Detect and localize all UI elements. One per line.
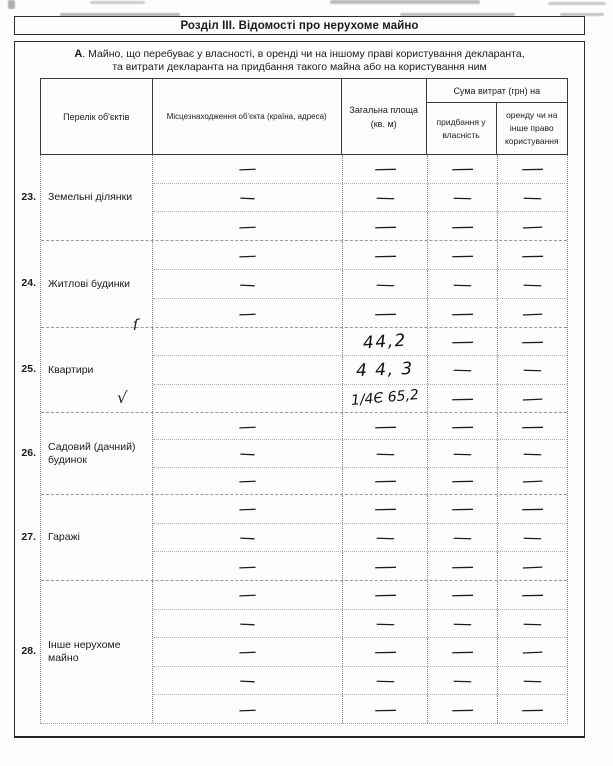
handwritten-dash: — — [374, 473, 396, 489]
purchase-cell — [428, 695, 498, 723]
handwritten-dash: — — [238, 247, 257, 263]
handwritten-dash: — — [374, 305, 396, 321]
header-area-line1: Загальна площа — [349, 104, 418, 115]
handwritten-check-mark: √ — [116, 387, 128, 408]
table-subrow — [153, 439, 567, 466]
handwritten-dash: — — [238, 644, 257, 660]
subrows — [153, 328, 567, 412]
purchase-cell — [428, 552, 498, 580]
handwritten-dash: — — [238, 500, 257, 517]
handwritten-dash: — — [374, 161, 396, 177]
handwritten-dash: — — [238, 472, 257, 489]
handwritten-area-value: 44,2 — [362, 330, 408, 354]
area-cell — [343, 610, 428, 638]
declaration-table — [40, 78, 568, 724]
rent-cell — [498, 385, 567, 412]
handwritten-dash: — — [451, 390, 474, 407]
rent-cell — [498, 581, 567, 609]
table-subrow — [153, 637, 567, 666]
handwritten-dash: — — [375, 529, 395, 546]
rent-cell — [498, 468, 567, 494]
object-label: Садовий (дачний) будинок — [48, 440, 136, 466]
rent-cell — [498, 667, 567, 695]
purchase-cell — [428, 413, 498, 439]
table-subrow — [153, 666, 567, 695]
purchase-cell — [428, 468, 498, 494]
handwritten-dash: — — [375, 615, 395, 632]
header-expenses-columns — [427, 103, 567, 154]
handwritten-dash: — — [451, 501, 474, 517]
area-cell — [343, 356, 428, 383]
object-label-cell — [41, 241, 153, 327]
handwritten-dash: — — [451, 418, 474, 434]
table-subrow — [153, 413, 567, 439]
purchase-cell — [428, 524, 498, 552]
handwritten-dash: — — [238, 558, 257, 575]
area-cell — [343, 552, 428, 580]
rent-cell — [498, 212, 567, 240]
rent-cell — [498, 495, 567, 523]
object-label: Гаражі — [48, 531, 80, 543]
section-a-heading — [15, 48, 584, 74]
area-cell — [343, 270, 428, 298]
header-objects: Перелік об'єктів — [41, 79, 153, 154]
handwritten-dash: — — [374, 701, 396, 717]
area-cell — [343, 299, 428, 327]
rent-cell — [498, 695, 567, 723]
rent-cell — [498, 356, 567, 383]
rent-cell — [498, 328, 567, 355]
table-subrow — [153, 183, 567, 212]
handwritten-dash: — — [374, 558, 396, 574]
purchase-cell — [428, 356, 498, 383]
purchase-cell — [428, 667, 498, 695]
rent-cell — [498, 413, 567, 439]
location-cell — [153, 581, 343, 609]
location-cell — [153, 413, 343, 439]
handwritten-dash: — — [523, 529, 542, 546]
table-subrow — [153, 298, 567, 327]
row-number: 28. — [21, 645, 36, 657]
header-area-line2: (кв. м) — [370, 118, 397, 129]
scan-noise — [548, 2, 606, 5]
handwritten-dash: — — [451, 644, 474, 660]
rent-cell — [498, 299, 567, 327]
handwritten-mark: ſ — [132, 316, 138, 334]
handwritten-dash: — — [521, 701, 544, 717]
handwritten-dash: — — [523, 615, 542, 632]
rent-cell — [498, 610, 567, 638]
table-row-group — [41, 580, 567, 723]
table-row-group — [41, 316, 567, 412]
handwritten-dash: — — [239, 529, 256, 546]
area-cell — [343, 468, 428, 494]
object-label-cell — [41, 581, 153, 723]
row-number: 24. — [21, 277, 36, 289]
handwritten-dash: — — [521, 161, 544, 177]
handwritten-dash: — — [375, 276, 395, 292]
table-header — [40, 78, 568, 155]
section-title-bar — [14, 16, 585, 35]
handwritten-dash: — — [521, 390, 544, 407]
location-cell — [153, 270, 343, 298]
handwritten-dash: — — [375, 189, 395, 206]
handwritten-dash: — — [374, 218, 396, 234]
object-label: Земельні ділянки — [48, 191, 133, 203]
area-cell — [343, 581, 428, 609]
purchase-cell — [428, 184, 498, 212]
area-cell — [343, 385, 428, 412]
subrows — [153, 241, 567, 327]
area-cell — [343, 440, 428, 466]
handwritten-dash: — — [239, 276, 256, 292]
area-cell — [343, 695, 428, 723]
handwritten-dash: — — [451, 161, 474, 177]
purchase-cell — [428, 270, 498, 298]
handwritten-dash: — — [521, 558, 544, 575]
purchase-cell — [428, 328, 498, 355]
rent-cell — [498, 552, 567, 580]
handwritten-dash: — — [523, 672, 542, 689]
subrows — [153, 413, 567, 494]
handwritten-dash: — — [238, 586, 257, 603]
table-row-group — [41, 412, 567, 494]
area-cell — [343, 155, 428, 183]
area-cell — [343, 184, 428, 212]
handwritten-dash: — — [453, 529, 472, 546]
handwritten-dash: — — [521, 305, 544, 321]
scan-noise — [90, 1, 145, 4]
handwritten-dash: — — [239, 189, 256, 206]
handwritten-dash: — — [451, 701, 474, 717]
handwritten-dash: — — [451, 247, 474, 263]
location-cell — [153, 212, 343, 240]
handwritten-dash: — — [521, 587, 544, 603]
location-cell — [153, 552, 343, 580]
location-cell — [153, 524, 343, 552]
handwritten-area-value: 4 4, 3 — [355, 358, 415, 381]
handwritten-dash: — — [451, 333, 474, 350]
handwritten-dash: — — [238, 701, 257, 718]
rent-cell — [498, 638, 567, 666]
handwritten-dash: — — [374, 418, 396, 434]
object-label-cell — [41, 413, 153, 494]
header-rent: оренду чи на інше право користування — [504, 110, 559, 146]
handwritten-dash: — — [521, 333, 544, 350]
purchase-cell — [428, 212, 498, 240]
purchase-cell — [428, 638, 498, 666]
handwritten-dash: — — [238, 418, 257, 434]
location-cell — [153, 356, 343, 383]
area-cell — [343, 241, 428, 269]
area-cell — [343, 413, 428, 439]
scan-noise — [330, 0, 480, 4]
handwritten-dash: — — [521, 418, 544, 434]
table-subrow — [153, 384, 567, 412]
location-cell — [153, 610, 343, 638]
handwritten-dash: — — [453, 672, 472, 689]
handwritten-dash: — — [451, 218, 474, 234]
section-a-heading-line1 — [15, 48, 584, 61]
handwritten-dash: — — [523, 189, 542, 206]
handwritten-dash: — — [239, 615, 256, 632]
table-subrow — [153, 155, 567, 183]
object-label-cell — [41, 155, 153, 240]
scan-noise — [8, 0, 15, 9]
handwritten-dash: — — [374, 247, 396, 263]
table-subrow — [153, 609, 567, 638]
area-cell — [343, 328, 428, 355]
handwritten-dash: — — [521, 218, 544, 235]
table-row-group — [41, 155, 567, 240]
location-cell — [153, 468, 343, 494]
subrows — [153, 155, 567, 240]
row-number: 27. — [21, 531, 36, 543]
object-label-cell — [41, 316, 153, 412]
handwritten-dash: — — [521, 644, 544, 660]
header-purchase: придбання у власність — [427, 103, 497, 154]
handwritten-dash: — — [453, 445, 472, 462]
handwritten-dash: — — [239, 672, 256, 689]
purchase-cell — [428, 241, 498, 269]
table-subrow — [153, 241, 567, 269]
location-cell — [153, 299, 343, 327]
handwritten-dash: — — [453, 189, 472, 206]
location-cell — [153, 328, 343, 355]
section-a-letter: А — [74, 48, 83, 60]
table-subrow — [153, 694, 567, 723]
table-row-group — [41, 240, 567, 327]
section-a-heading-line2: та витрати декларанта на придбання такого майна або на користування ним — [112, 61, 487, 73]
rent-cell — [498, 184, 567, 212]
row-number: 26. — [21, 447, 36, 459]
area-cell — [343, 638, 428, 666]
handwritten-dash: — — [521, 501, 544, 517]
header-area — [342, 79, 427, 154]
rent-cell — [498, 440, 567, 466]
purchase-cell — [428, 610, 498, 638]
subrows — [153, 495, 567, 580]
table-subrow — [153, 523, 567, 552]
handwritten-dash: — — [374, 501, 396, 517]
table-subrow — [153, 269, 567, 298]
area-cell — [343, 495, 428, 523]
purchase-cell — [428, 385, 498, 412]
area-cell — [343, 524, 428, 552]
handwritten-dash: — — [375, 672, 395, 689]
handwritten-dash: — — [451, 558, 474, 574]
rent-cell — [498, 155, 567, 183]
purchase-cell — [428, 299, 498, 327]
subrows — [153, 581, 567, 723]
header-expenses — [427, 79, 567, 154]
area-cell — [343, 667, 428, 695]
section-title: Розділ III. Відомості про нерухоме майно — [180, 19, 419, 32]
purchase-cell — [428, 495, 498, 523]
handwritten-dash: — — [523, 276, 542, 292]
handwritten-dash: — — [523, 362, 542, 378]
handwritten-dash: — — [238, 218, 257, 235]
location-cell — [153, 241, 343, 269]
location-cell — [153, 440, 343, 466]
handwritten-dash: — — [521, 472, 544, 489]
handwritten-dash: — — [521, 247, 544, 263]
handwritten-dash: — — [451, 473, 474, 489]
location-cell — [153, 638, 343, 666]
location-cell — [153, 385, 343, 412]
location-cell — [153, 695, 343, 723]
table-subrow — [153, 211, 567, 240]
purchase-cell — [428, 581, 498, 609]
table-row-group — [41, 494, 567, 580]
header-location: Місцезнаходження об'єкта (країна, адреса) — [153, 79, 342, 154]
handwritten-dash: — — [239, 445, 256, 462]
table-subrow — [153, 581, 567, 609]
object-label: Квартири — [48, 363, 94, 376]
table-subrow — [153, 467, 567, 494]
rent-cell — [498, 270, 567, 298]
header-expenses-group: Сума витрат (грн) на — [427, 79, 567, 103]
rent-cell — [498, 524, 567, 552]
section-a-heading-text1: . Майно, що перебуває у власності, в оренді чи на іншому праві користування декларанта, — [82, 48, 525, 60]
handwritten-dash: — — [238, 305, 257, 321]
table-subrow — [153, 551, 567, 580]
row-number: 23. — [21, 191, 36, 203]
handwritten-dash: — — [451, 305, 474, 321]
handwritten-dash: — — [453, 276, 472, 292]
table-subrow — [153, 355, 567, 383]
purchase-cell — [428, 440, 498, 466]
handwritten-dash: — — [523, 445, 542, 462]
handwritten-area-value: 1/4Є 65,2 — [350, 387, 420, 410]
handwritten-dash: — — [451, 587, 474, 603]
purchase-cell — [428, 155, 498, 183]
handwritten-dash: — — [238, 160, 257, 177]
table-subrow — [153, 495, 567, 523]
table-body — [40, 155, 568, 724]
location-cell — [153, 184, 343, 212]
object-label: Житлові будинки — [48, 277, 130, 290]
object-label: Інше нерухоме майно — [48, 639, 121, 664]
area-cell — [343, 212, 428, 240]
row-number: 25. — [21, 363, 36, 375]
handwritten-dash: — — [453, 615, 472, 632]
handwritten-dash: — — [453, 362, 472, 378]
handwritten-dash: — — [375, 445, 395, 462]
object-label-cell — [41, 495, 153, 580]
location-cell — [153, 155, 343, 183]
handwritten-dash: — — [374, 644, 396, 660]
table-subrow — [153, 328, 567, 355]
handwritten-dash: — — [374, 587, 396, 603]
location-cell — [153, 495, 343, 523]
rent-cell — [498, 241, 567, 269]
location-cell — [153, 667, 343, 695]
